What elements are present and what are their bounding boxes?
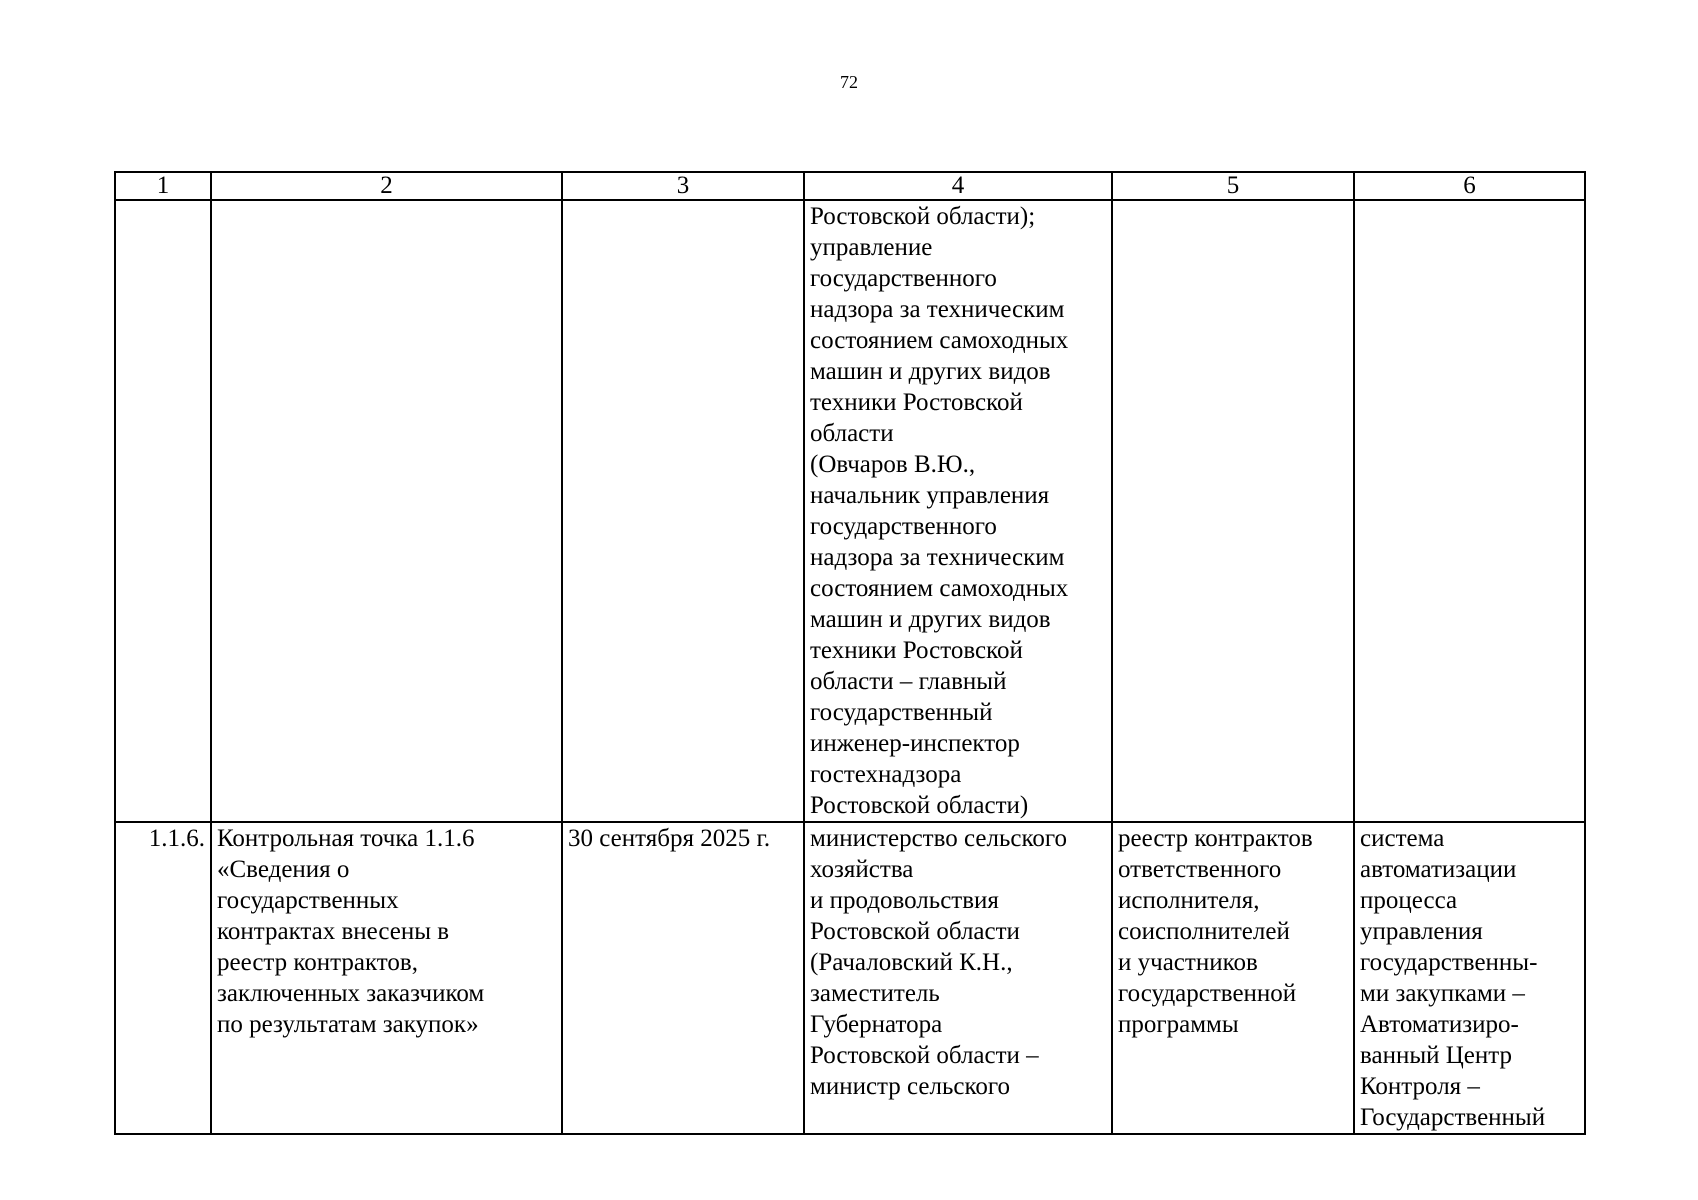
cell-text-line: (Овчаров В.Ю.,: [810, 451, 976, 478]
cell-text-line: надзора за техническим: [810, 296, 1065, 323]
cell-text-line: ми закупками –: [1360, 980, 1525, 1007]
header-col-4: 4: [804, 172, 1112, 200]
table-header: [115, 172, 1585, 200]
cell-text-line: автоматизации: [1360, 856, 1517, 883]
cell-text-line: Ростовской области);: [810, 203, 1036, 230]
program-table: [114, 171, 1586, 1135]
cell-text-line: Губернатора: [810, 1011, 943, 1038]
table-row: [115, 822, 1585, 1134]
cell-text-line: государственны-: [1360, 949, 1538, 976]
cell-date: [562, 200, 804, 822]
cell-text-line: 30 сентября 2025 г.: [568, 825, 771, 852]
cell-text-line: и участников: [1118, 949, 1258, 976]
cell-text-line: инженер-инспектор: [810, 730, 1020, 757]
header-col-2: 2: [211, 172, 562, 200]
cell-text-line: по результатам закупок»: [217, 1011, 479, 1038]
cell-text-line: государственного: [810, 513, 997, 540]
cell-information-system: [1354, 200, 1585, 822]
cell-text-line: исполнителя,: [1118, 887, 1260, 914]
cell-text-line: процесса: [1360, 887, 1458, 914]
cell-text-line: реестр контрактов,: [217, 949, 418, 976]
cell-text-line: состоянием самоходных: [810, 575, 1069, 602]
cell-text-line: Контрольная точка 1.1.6: [217, 825, 475, 852]
cell-text-line: заключенных заказчиком: [217, 980, 485, 1007]
cell-text-line: реестр контрактов: [1118, 825, 1313, 852]
header-col-5: 5: [1112, 172, 1354, 200]
cell-document-type: [1112, 200, 1354, 822]
cell-text-line: министр сельского: [810, 1073, 1011, 1100]
cell-text-line: машин и других видов: [810, 358, 1051, 385]
cell-text-line: ответственного: [1118, 856, 1282, 883]
cell-text-line: области – главный: [810, 668, 1007, 695]
cell-text-line: 1.1.6.: [148, 825, 205, 852]
header-col-3: 3: [562, 172, 804, 200]
cell-text-line: Государственный: [1360, 1104, 1546, 1131]
cell-text-line: (Рачаловский К.Н.,: [810, 949, 1013, 976]
cell-text-line: и продовольствия: [810, 887, 999, 914]
table-body: [115, 200, 1585, 1134]
header-col-6: 6: [1354, 172, 1585, 200]
cell-text-line: Автоматизиро-: [1360, 1011, 1519, 1038]
cell-text-line: государственного: [810, 265, 997, 292]
cell-responsible: [804, 200, 1112, 822]
cell-text-line: программы: [1118, 1011, 1239, 1038]
cell-text-line: ванный Центр: [1360, 1042, 1513, 1069]
cell-text-line: Ростовской области: [810, 918, 1020, 945]
cell-text-line: государственных: [217, 887, 399, 914]
table-row: [115, 200, 1585, 822]
cell-responsible: [804, 822, 1112, 1134]
cell-text-line: контрактах внесены в: [217, 918, 450, 945]
cell-text-line: надзора за техническим: [810, 544, 1065, 571]
cell-text-line: Контроля –: [1360, 1073, 1480, 1100]
cell-text-line: Ростовской области –: [810, 1042, 1039, 1069]
cell-text-line: заместитель: [810, 980, 940, 1007]
cell-text-line: «Сведения о: [217, 856, 350, 883]
cell-text-line: соисполнителей: [1118, 918, 1290, 945]
cell-information-system: [1354, 822, 1585, 1134]
cell-text-line: области: [810, 420, 894, 447]
cell-text-line: система: [1360, 825, 1445, 852]
cell-event-name: [211, 822, 562, 1134]
cell-text-line: Ростовской области): [810, 792, 1029, 819]
cell-number: [115, 200, 211, 822]
cell-number: [115, 822, 211, 1134]
cell-event-name: [211, 200, 562, 822]
cell-text-line: техники Ростовской: [810, 389, 1023, 416]
cell-text-line: министерство сельского: [810, 825, 1067, 852]
cell-text-line: хозяйства: [810, 856, 914, 883]
cell-text-line: состоянием самоходных: [810, 327, 1069, 354]
cell-text-line: управление: [810, 234, 933, 261]
cell-text-line: техники Ростовской: [810, 637, 1023, 664]
cell-text-line: управления: [1360, 918, 1483, 945]
cell-text-line: государственной: [1118, 980, 1297, 1007]
cell-text-line: машин и других видов: [810, 606, 1051, 633]
cell-text-line: начальник управления: [810, 482, 1050, 509]
page-number: 72: [840, 72, 858, 92]
cell-document-type: [1112, 822, 1354, 1134]
header-col-1: 1: [115, 172, 211, 200]
cell-text-line: гостехнадзора: [810, 761, 962, 788]
header-row: [115, 172, 1585, 200]
cell-text-line: государственный: [810, 699, 993, 726]
cell-date: [562, 822, 804, 1134]
